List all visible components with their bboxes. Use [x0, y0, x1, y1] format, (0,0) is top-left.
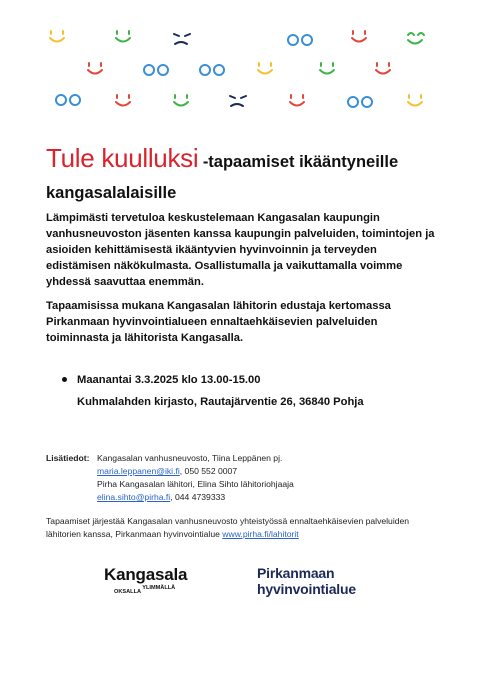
tagline-left: OKSALLA [114, 589, 141, 595]
contact-line-1: Kangasalan vanhusneuvosto, Tiina Leppänen pj. [97, 453, 283, 463]
smiley-faces-graphic [40, 22, 444, 122]
title-line2: kangasalalaisille [46, 184, 177, 202]
tagline-right: YLIMMÄLLÄ [142, 585, 176, 591]
phone-maria: , 050 552 0007 [179, 466, 238, 476]
contact-line-4 [97, 491, 294, 504]
kangasala-logo-name: Kangasala [104, 565, 188, 584]
poster-title [46, 143, 446, 208]
contact-info [46, 452, 294, 504]
smiley-face-icon [320, 63, 334, 74]
pirkanmaa-logo-line1: Pirkanmaan [257, 565, 335, 581]
smiley-face-icon [230, 96, 246, 106]
smiley-face-icon [174, 95, 188, 106]
smiley-face-icon [174, 34, 190, 44]
title-rest: -tapaamiset ikääntyneille [202, 153, 399, 171]
kangasala-logo-tagline [114, 585, 176, 595]
footer-text: Tapaamiset järjestää Kangasalan vanhusneuvosto yhteistyössä ennaltaehkäisevien palveluiden lähitorien kanssa, Pirkanmaan hyvinvointialue [46, 516, 410, 539]
kangasala-logo [104, 565, 200, 601]
smiley-face-icon [50, 31, 64, 42]
contact-label: Lisätiedot: [46, 453, 90, 463]
bullet-dot-icon [62, 377, 67, 382]
smiley-face-icon [116, 95, 130, 106]
phone-elina: , 044 4739333 [170, 492, 226, 502]
intro-paragraph: Lämpimästi tervetuloa keskustelemaan Kangasalan kaupungin vanhusneuvoston jäsenten kanssa kaupungin palveluiden, toimintojen ja asioiden kehittämisestä ikääntyvien hyvinvoinnin ja terveyden edistämisen näkökulmasta. Osallistumalla ja vaikuttamalla voimme yhdessä saavuttaa enemmän. [46, 212, 435, 288]
smiley-faces-svg [40, 22, 444, 122]
event-location: Kuhmalahden kirjasto, Rautajärventie 26, 36840 Pohja [77, 396, 364, 408]
title-highlight: Tule kuulluksi [46, 143, 199, 173]
smiley-face-icon [258, 63, 272, 74]
email-link-elina[interactable]: elina.sihto@pirha.fi [97, 492, 171, 502]
lahitori-paragraph: Tapaamisissa mukana Kangasalan lähitorin edustaja kertomassa Pirkanmaan hyvinvointialueen ennaltaehkäisevien palveluiden toiminnasta ja lähitorista Kangasalla. [46, 300, 391, 344]
pirkanmaa-logo [257, 565, 356, 597]
event-bullet [62, 372, 364, 410]
footer-note [46, 515, 446, 541]
smiley-face-icon [348, 97, 372, 107]
event-date: Maanantai 3.3.2025 klo 13.00-15.00 [77, 374, 261, 386]
pirha-link[interactable]: www.pirha.fi/lahitorit [222, 529, 299, 539]
smiley-face-icon [88, 63, 102, 74]
smiley-face-icon [376, 63, 390, 74]
smiley-face-icon [144, 65, 168, 75]
email-link-maria[interactable]: maria.leppanen@iki.fi [97, 466, 180, 476]
pirkanmaa-logo-line2: hyvinvointialue [257, 581, 356, 597]
contact-line-3: Pirha Kangasalan lähitori, Elina Sihto lähitoriohjaaja [97, 479, 294, 489]
smiley-face-icon [56, 95, 80, 105]
contact-line-2 [97, 465, 294, 478]
smiley-face-icon [408, 95, 422, 106]
smiley-face-icon [200, 65, 224, 75]
smiley-face-icon [288, 35, 312, 45]
smiley-face-icon [352, 31, 366, 42]
smiley-face-icon [290, 95, 304, 106]
smiley-face-icon [408, 33, 424, 44]
smiley-face-icon [116, 31, 130, 42]
